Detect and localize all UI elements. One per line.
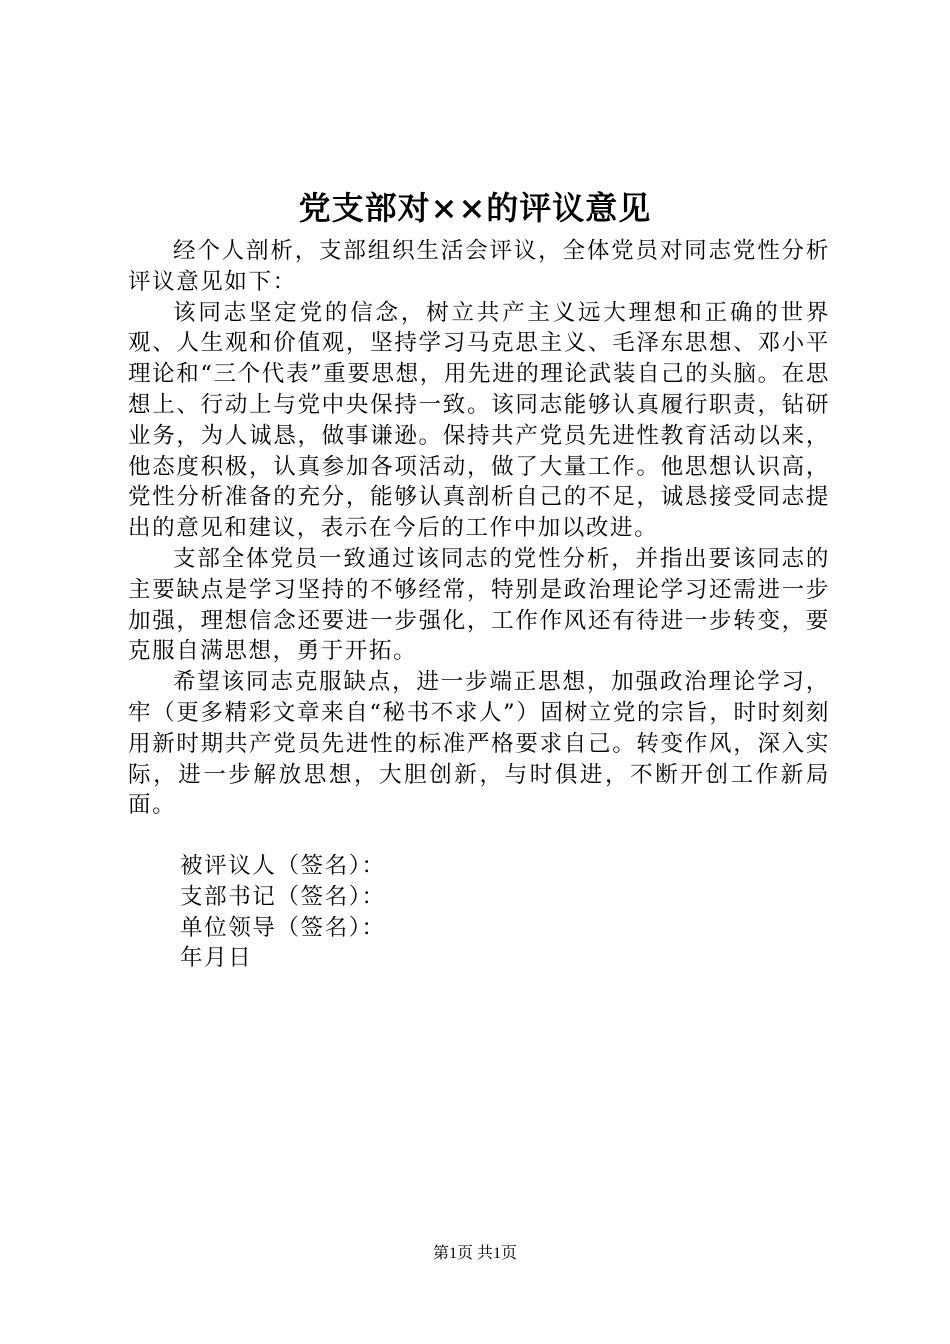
paragraph-evaluation: 该同志坚定党的信念，树立共产主义远大理想和正确的世界观、人生观和价值观，坚持学习马克思主义、毛泽东思想、邓小平理论和“三个代表”重要思想，用先进的理论武装自己的头脑。在思想上、行动上与党中央保持一致。该同志能够认真履行职责，钻研业务，为人诚恳，做事谦逊。保持共产党员先进性教育活动以来，他态度积极，认真参加各项活动，做了大量工作。他思想认识高，党性分析准备的充分，能够认真剖析自己的不足，诚恳接受同志提出的意见和建议，表示在今后的工作中加以改进。: [128, 299, 830, 542]
signature-line-evaluated-person: 被评议人（签名）：: [180, 853, 386, 879]
signature-line-branch-secretary: 支部书记（签名）：: [180, 883, 386, 910]
document-title: 党支部对××的评议意见: [298, 189, 652, 227]
signature-line-unit-leader: 单位领导（签名）：: [180, 914, 386, 941]
paragraph-expectations: 希望该同志克服缺点，进一步端正思想，加强政治理论学习，牢（更多精彩文章来自“秘书不求人”）固树立党的宗旨，时时刻刻用新时期共产党员先进性的标准严格要求自己。转变作风，深入实际，进一步解放思想，大胆创新，与时俱进，不断开创工作新局面。: [128, 669, 830, 819]
paragraph-shortcomings: 支部全体党员一致通过该同志的党性分析，并指出要该同志的主要缺点是学习坚持的不够经常，特别是政治理论学习还需进一步加强，理想信念还要进一步强化，工作作风还有待进一步转变，要克服自满思想，勇于开拓。: [128, 545, 830, 665]
document-body: [128, 236, 830, 821]
signature-date: 年月日: [180, 945, 253, 972]
signature-block: [180, 851, 386, 974]
paragraph-intro: 经个人剖析，支部组织生活会评议，全体党员对同志党性分析评议意见如下：: [128, 238, 830, 295]
page-footer: 第1页 共1页: [432, 1245, 517, 1262]
